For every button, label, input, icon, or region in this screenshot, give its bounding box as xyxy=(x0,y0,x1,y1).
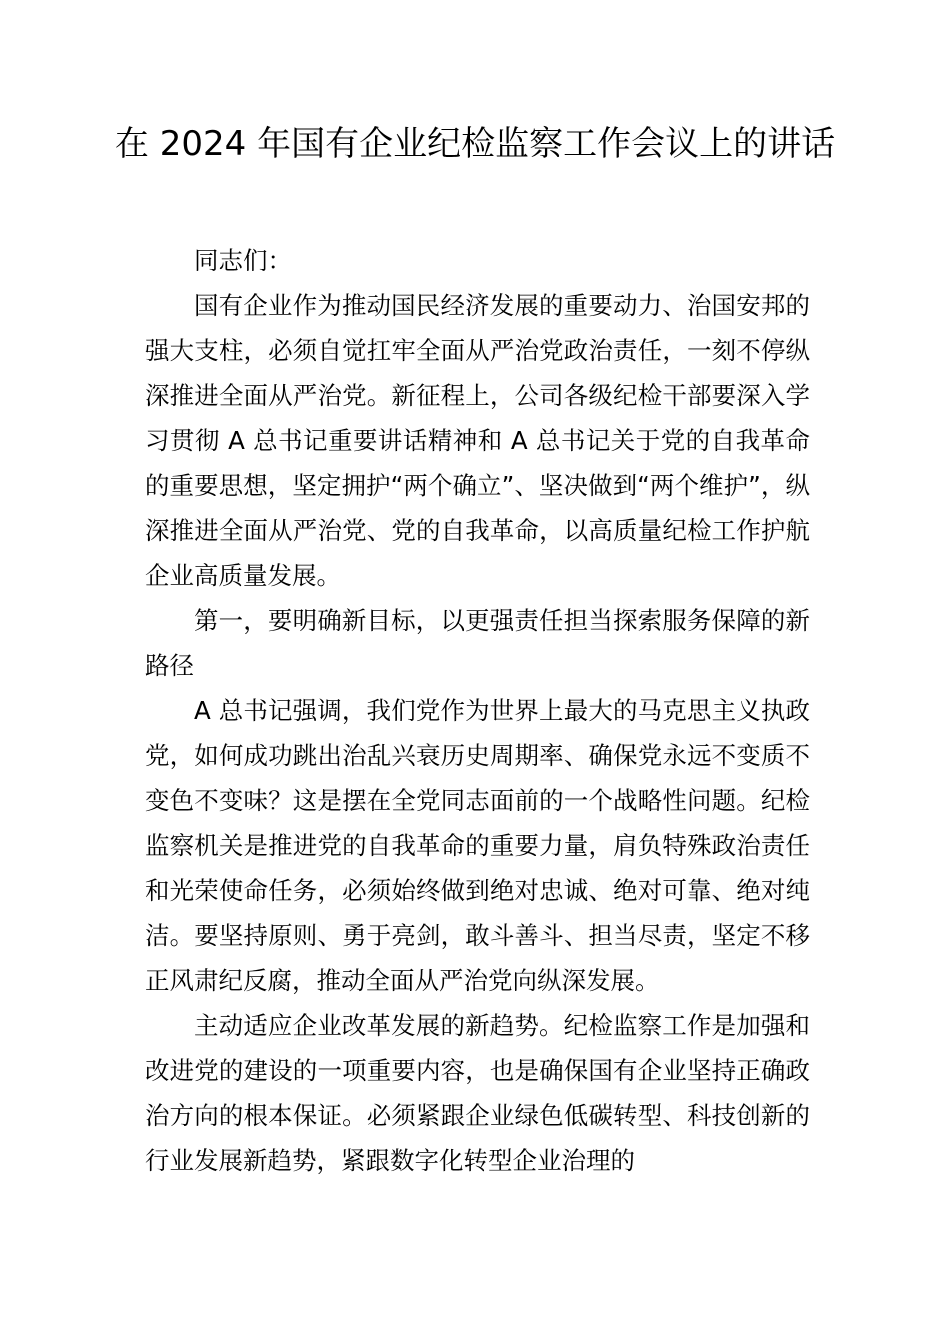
document-title: 在 2024 年国有企业纪检监察工作会议上的讲话 xyxy=(114,124,836,164)
body-paragraph: A 总书记强调，我们党作为世界上最大的马克思主义执政党，如何成功跳出治乱兴衰历史周期率、确保党永远不变质不变色不变味？这是摆在全党同志面前的一个战略性问题。纪检监察机关是推进党的自我革命的重要力量，肩负特殊政治责任和光荣使命任务，必须始终做到绝对忠诚、绝对可靠、绝对纯洁。要坚持原则、勇于亮剑，敢斗善斗、担当尽责，坚定不移正风肃纪反腐，推动全面从严治党向纵深发展。 xyxy=(145,696,810,995)
section-heading-paragraph: 第一，要明确新目标，以更强责任担当探索服务保障的新路径 xyxy=(145,606,810,680)
body-paragraph: 主动适应企业改革发展的新趋势。纪检监察工作是加强和改进党的建设的一项重要内容，也是确保国有企业坚持正确政治方向的根本保证。必须紧跟企业绿色低碳转型、科技创新的行业发展新趋势，紧跟数字化转型企业治理的 xyxy=(145,1011,810,1175)
intro-paragraph: 国有企业作为推动国民经济发展的重要动力、治国安邦的强大支柱，必须自觉扛牢全面从严治党政治责任，一刻不停纵深推进全面从严治党。新征程上，公司各级纪检干部要深入学习贯彻 A 总书记重要讲话精神和 A 总书记关于党的自我革命的重要思想，坚定拥护“两个确立”、坚决做到“两个维护”，纵深推进全面从严治党、党的自我革命，以高质量纪检工作护航企业高质量发展。 xyxy=(145,291,810,590)
document-body xyxy=(145,238,810,1183)
salutation-paragraph: 同志们： xyxy=(194,246,292,275)
